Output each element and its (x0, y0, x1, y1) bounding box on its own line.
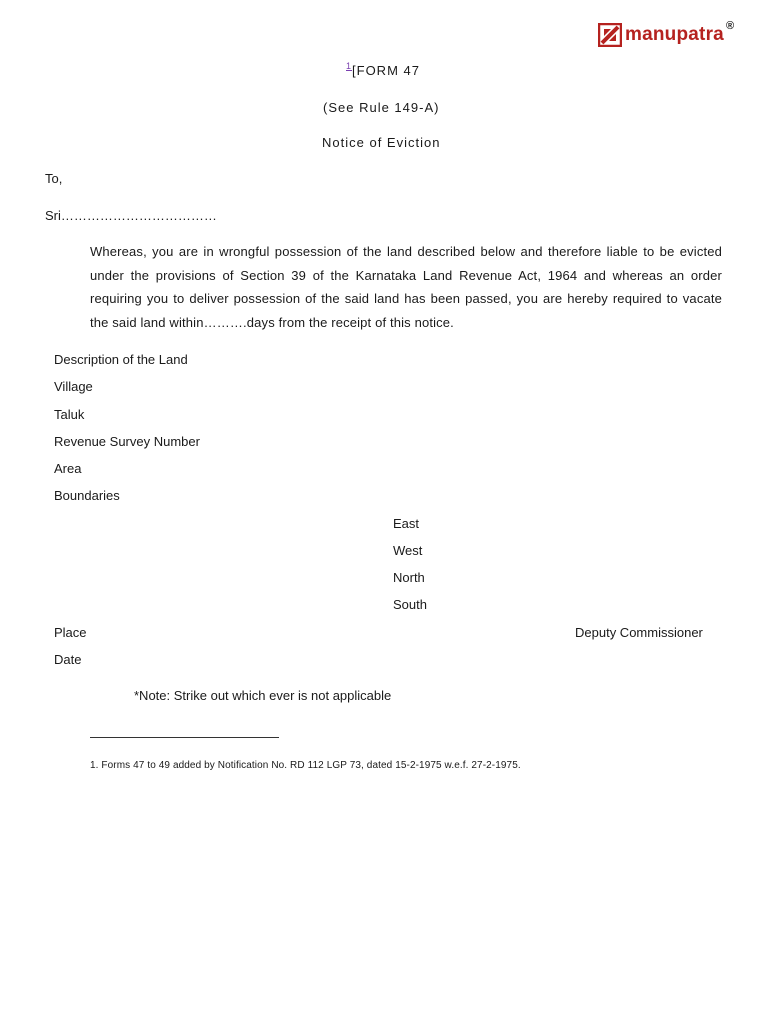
date-label: Date (54, 652, 82, 667)
form-title-text: [FORM 47 (352, 63, 420, 78)
manupatra-logo (598, 20, 734, 50)
notice-title: Notice of Eviction (322, 135, 441, 150)
manupatra-logo-icon (598, 23, 622, 47)
boundary-west: West (393, 543, 423, 558)
area-label: Area (54, 461, 82, 476)
rule-reference: (See Rule 149-A) (323, 100, 440, 115)
to-line: To, (45, 171, 63, 186)
boundary-east: East (393, 516, 420, 531)
sri-line: Sri……………………………… (45, 208, 217, 223)
footnote-ref-link[interactable]: 1 (346, 61, 353, 71)
notice-paragraph: Whereas, you are in wrongful possession of the land described below and therefore liable to be evicted under the provisions of Section 39 of the Karnataka Land Revenue Act, 1964 and whereas an order requiring you to deliver possession of the said land has been passed, you are hereby required to vacate the said land within……….days from the receipt of this notice. (90, 244, 722, 330)
registered-mark: ® (725, 20, 735, 32)
boundary-north: North (393, 570, 425, 585)
footnote-text: 1. Forms 47 to 49 added by Notification No. RD 112 LGP 73, dated 15-2-1975 w.e.f. 27-2-1975. (90, 760, 521, 771)
signatory-label: Deputy Commissioner (575, 625, 703, 640)
land-description-label: Description of the Land (54, 352, 188, 367)
boundaries-label: Boundaries (54, 488, 120, 503)
logo-text: manupatra (625, 24, 724, 45)
boundary-south: South (393, 597, 427, 612)
form-title (346, 63, 420, 78)
strike-out-note: *Note: Strike out which ever is not applicable (134, 688, 392, 703)
place-label: Place (54, 625, 87, 640)
village-label: Village (54, 379, 93, 394)
survey-number-label: Revenue Survey Number (54, 434, 200, 449)
taluk-label: Taluk (54, 407, 85, 422)
footnote-divider (90, 737, 279, 738)
